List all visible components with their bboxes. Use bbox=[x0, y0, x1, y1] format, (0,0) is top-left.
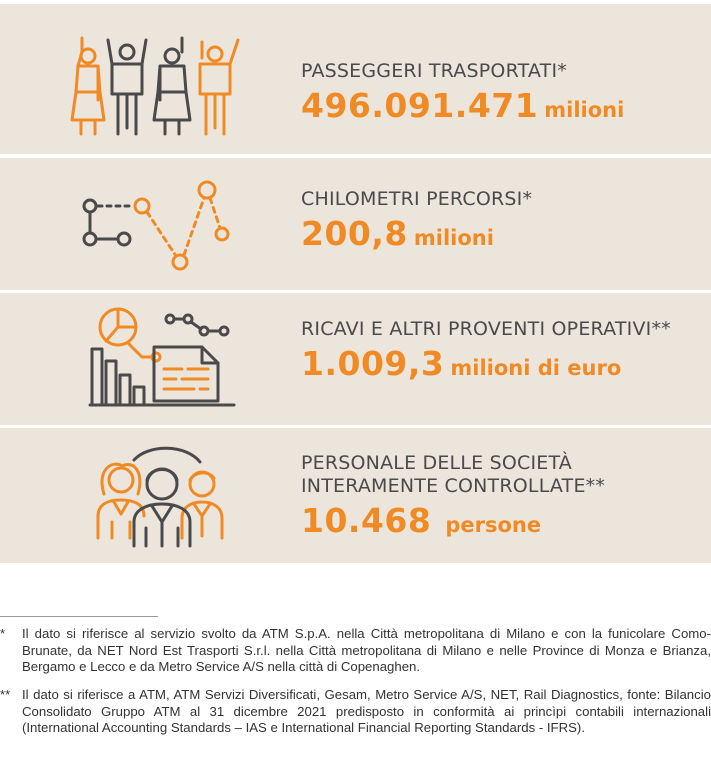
footnote-marker: ** bbox=[0, 687, 11, 702]
stat-value-row bbox=[301, 501, 605, 540]
route-icon bbox=[76, 176, 236, 272]
stat-unit: milioni bbox=[544, 98, 625, 122]
stat-unit: milioni bbox=[413, 226, 494, 250]
footnote-text: Il dato si riferisce al servizio svolto da ATM S.p.A. nella Città metropolitana di Milano e con la funicolare Como-Brunate, da NET Nord Est Trasporti S.r.l. nella Città metropolitana di Milano e nelle Province di Monza e Brianza, Bergamo e Lecco e da Metro Service A/S nella città di Copenaghen. bbox=[22, 626, 711, 674]
stat-label-line2: INTERAMENTE CONTROLLATE** bbox=[301, 475, 606, 497]
stat-unit: milioni di euro bbox=[450, 356, 622, 380]
footnote-1 bbox=[0, 626, 711, 676]
passengers-icon bbox=[62, 30, 252, 138]
revenue-report-icon bbox=[84, 301, 244, 411]
footnote-marker: * bbox=[0, 626, 6, 641]
footnote-text: Il dato si riferisce a ATM, ATM Servizi Diversificati, Gesam, Metro Service A/S, NET, Rail Diagnostics, fonte: Bilancio Consolidato Gruppo ATM al 31 dicembre 2021 predisposto in conformità ai princìpi contabili internazionali (International Accounting Standards – IAS e International Financial Reporting Standards - IFRS). bbox=[22, 687, 711, 735]
stat-panel-revenue bbox=[0, 293, 711, 425]
stat-value-row bbox=[301, 214, 532, 253]
stat-panel-staff bbox=[0, 428, 711, 563]
stat-text-revenue bbox=[301, 318, 671, 383]
stat-unit: persone bbox=[445, 513, 542, 537]
stat-value: 496.091.471 bbox=[301, 86, 539, 125]
staff-icon bbox=[90, 438, 230, 550]
stat-text-kilometers bbox=[301, 188, 532, 253]
stat-value-row bbox=[301, 344, 671, 383]
stat-label: PASSEGGERI TRASPORTATI* bbox=[301, 60, 567, 82]
stat-label: RICAVI E ALTRI PROVENTI OPERATIVI** bbox=[301, 318, 671, 340]
stat-panel-passengers bbox=[0, 4, 711, 154]
footnote-divider bbox=[0, 616, 158, 617]
stat-label: CHILOMETRI PERCORSI* bbox=[301, 188, 533, 210]
footnote-2 bbox=[0, 687, 711, 737]
stat-text-staff bbox=[301, 452, 605, 540]
stat-value-row bbox=[301, 86, 624, 125]
stat-value: 1.009,3 bbox=[301, 344, 445, 383]
stat-value: 200,8 bbox=[301, 214, 408, 253]
stat-label-line1: PERSONALE DELLE SOCIETÀ bbox=[301, 452, 572, 474]
stat-panel-kilometers bbox=[0, 158, 711, 290]
stat-text-passengers bbox=[301, 60, 624, 125]
stat-value: 10.468 bbox=[301, 501, 432, 540]
